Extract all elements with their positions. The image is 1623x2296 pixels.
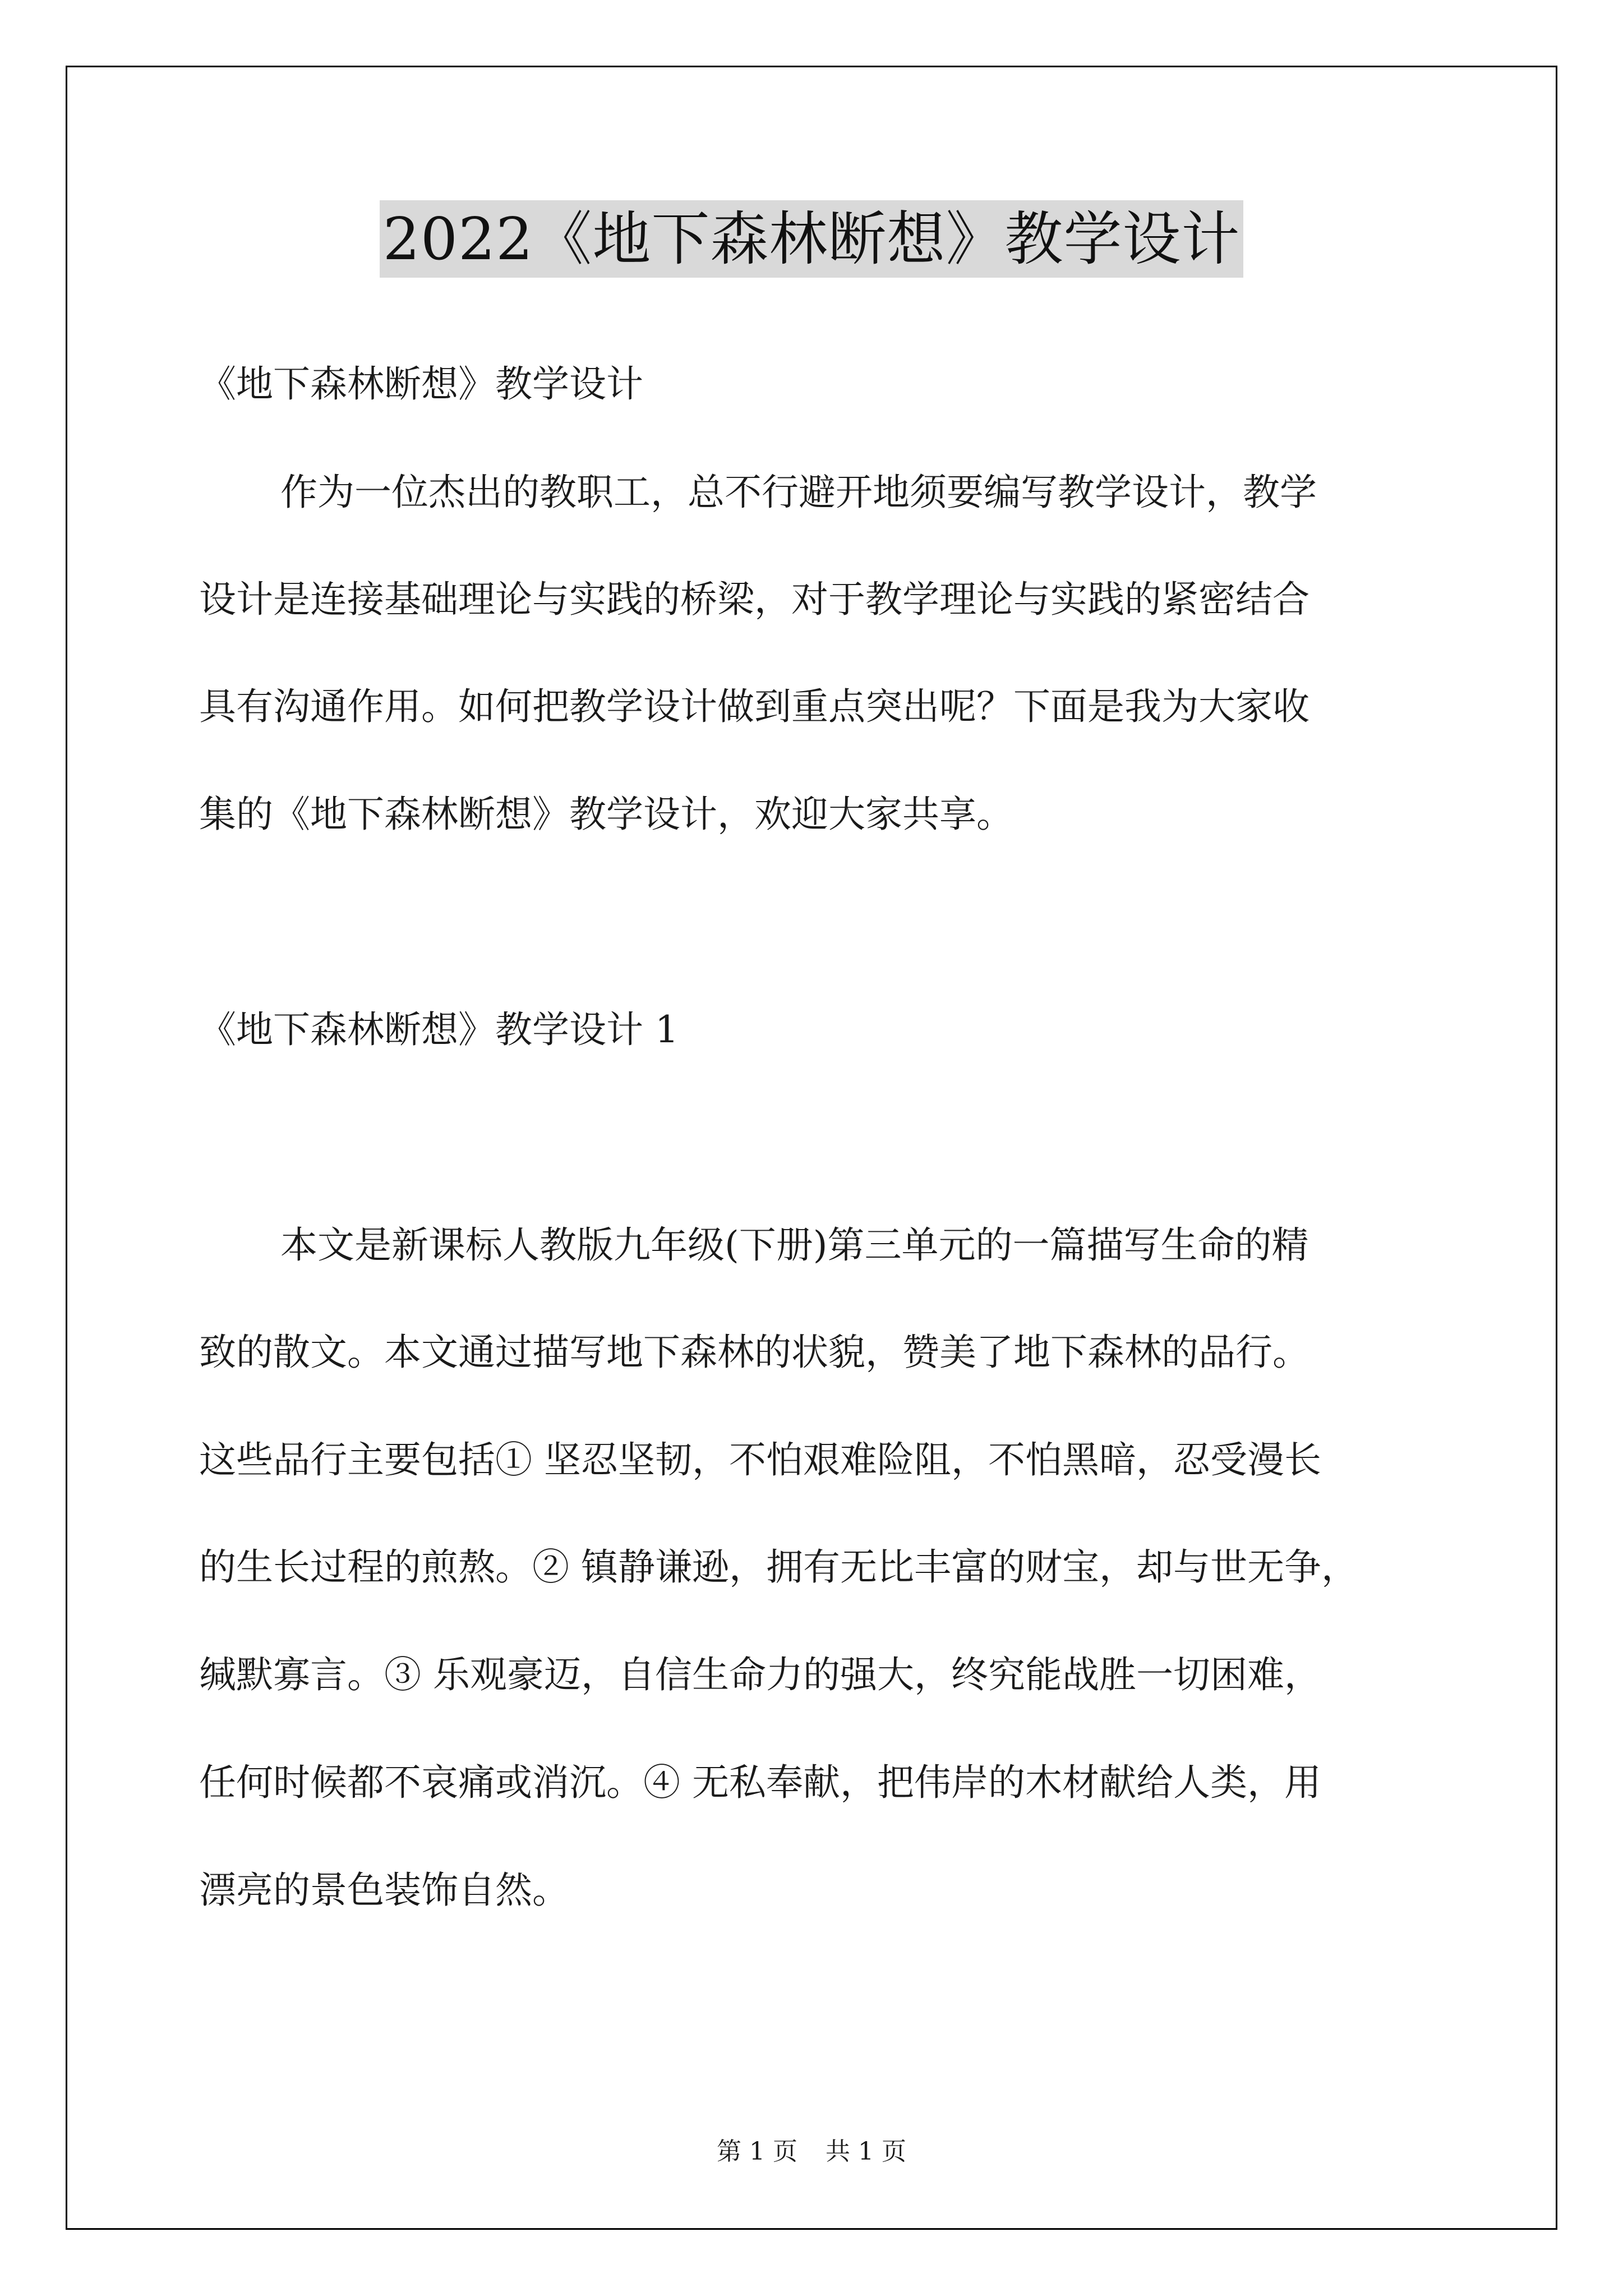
current-page-label: 第 1 页: [717, 2137, 797, 2166]
subheading-design-1: 《地下森林断想》教学设计 1: [199, 1008, 679, 1051]
title-wrapper: [0, 200, 1623, 278]
body-line-2: 致的散文。本文通过描写地下森林的状貌，赞美了地下森林的品行。: [199, 1331, 1310, 1374]
body-line-7: 漂亮的景色装饰自然。: [199, 1869, 569, 1912]
document-title: 2022《地下森林断想》教学设计: [380, 200, 1244, 278]
body-line-3: 这些品行主要包括① 坚忍坚韧，不怕艰难险阻，不怕黑暗，忍受漫长: [199, 1438, 1321, 1481]
total-pages-label: 共 1 页: [826, 2137, 906, 2166]
page-footer: [0, 2135, 1623, 2169]
body-line-1: 本文是新课标人教版九年级(下册)第三单元的一篇描写生命的精: [280, 1223, 1309, 1267]
intro-line-1: 作为一位杰出的教职工，总不行避开地须要编写教学设计，教学: [280, 471, 1317, 514]
intro-line-2: 设计是连接基础理论与实践的桥梁，对于教学理论与实践的紧密结合: [199, 578, 1310, 621]
body-line-6: 任何时候都不哀痛或消沉。④ 无私奉献，把伟岸的木材献给人类，用: [199, 1761, 1321, 1804]
body-line-4: 的生长过程的煎熬。② 镇静谦逊，拥有无比丰富的财宝，却与世无争，: [199, 1545, 1358, 1589]
subheading-document-name: 《地下森林断想》教学设计: [199, 362, 643, 406]
intro-line-3: 具有沟通作用。如何把教学设计做到重点突出呢？下面是我为大家收: [199, 685, 1310, 728]
intro-line-4: 集的《地下森林断想》教学设计，欢迎大家共享。: [199, 793, 1013, 836]
body-line-5: 缄默寡言。③ 乐观豪迈，自信生命力的强大，终究能战胜一切困难，: [199, 1653, 1321, 1696]
